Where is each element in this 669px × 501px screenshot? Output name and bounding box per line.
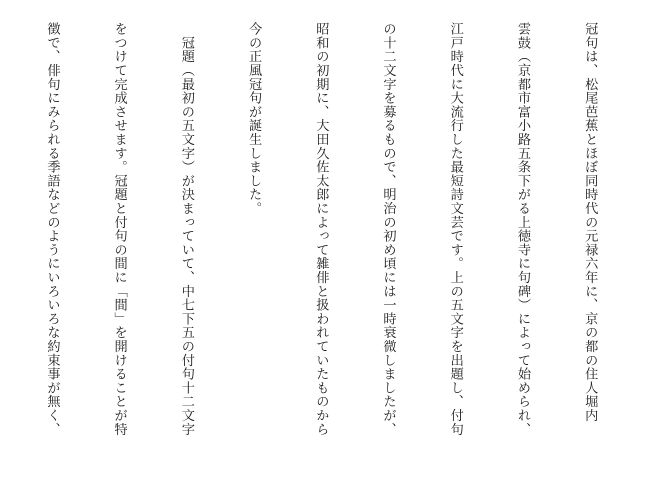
text-line: 徴で、俳句にみられる季語などのようにいろいろな約束事が無く、 — [44, 22, 60, 436]
vertical-text-body — [0, 22, 645, 492]
text-line: 冠句は、松尾芭蕉とほぼ同時代の元禄六年に、京の都の住人堀内 — [582, 22, 598, 423]
text-line: をつけて完成させます。冠題と付句の間に「間」を開けることが特 — [111, 22, 127, 436]
text-line: 昭和の初期に、大田久佐太郎によって雑俳と扱われていたものから — [313, 22, 329, 436]
text-line: 雲鼓（京都市富小路五条下がる上徳寺に句碑）によって始められ、 — [514, 22, 530, 436]
text-line: 江戸時代に大流行した最短詩文芸です。上の五文字を出題し、付句 — [447, 22, 463, 436]
text-line: の十二文字を募るもので、明治の初め頃には一時衰微しましたが、 — [380, 22, 396, 436]
text-line: 今の正風冠句が誕生しました。 — [246, 22, 262, 216]
text-line: 冠題（最初の五文字）が決まっていて、中七下五の付句十二文字 — [178, 22, 194, 436]
